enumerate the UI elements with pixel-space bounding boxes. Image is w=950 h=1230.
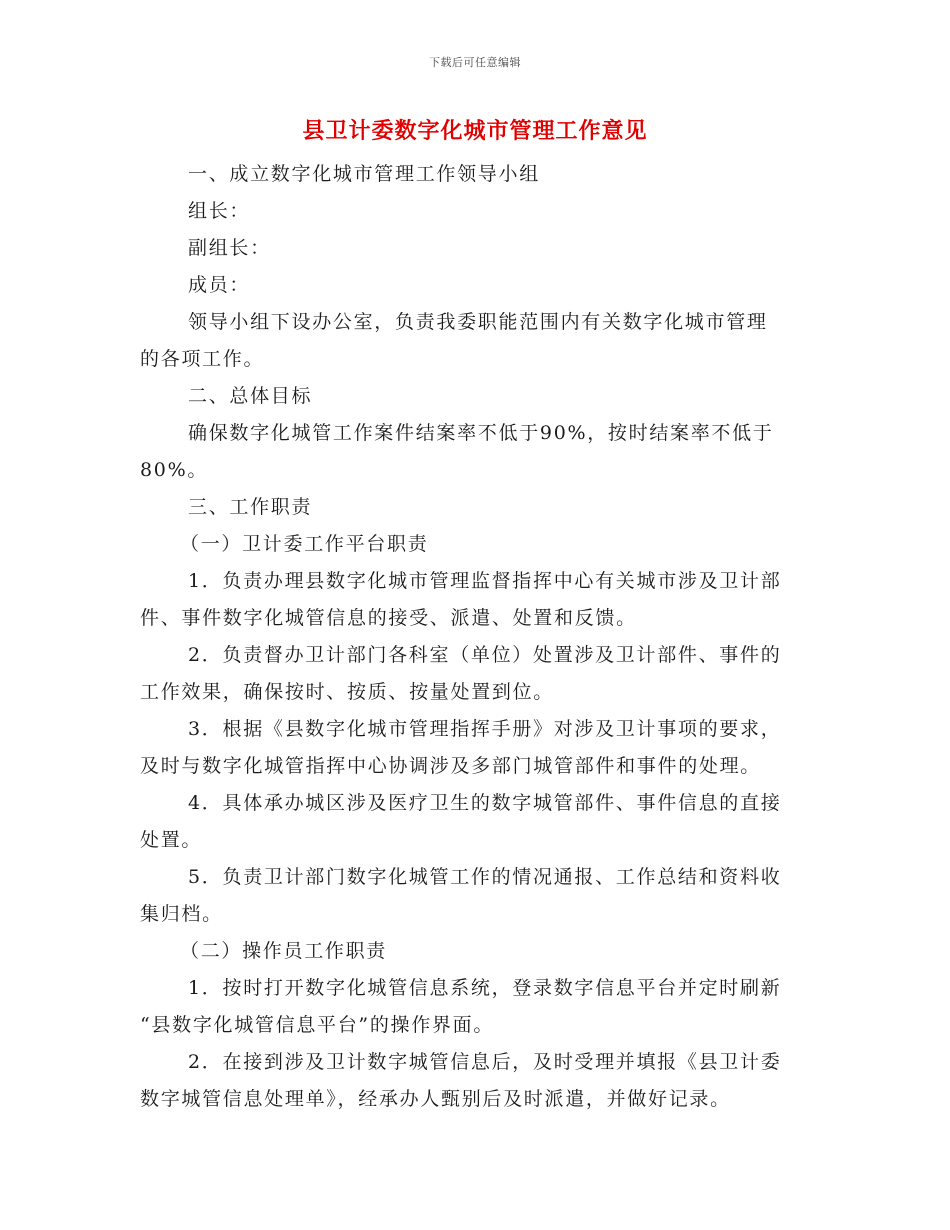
header-note: 下载后可任意编辑 (429, 56, 521, 69)
text-line: 2．在接到涉及卫计数字城管信息后，及时受理并填报《县卫计委 (188, 1051, 782, 1073)
list-item-platform-4 (140, 785, 808, 859)
text-line: 的各项工作。 (140, 348, 265, 370)
section-heading-goals (140, 378, 808, 415)
document-title: 县卫计委数字化城市管理工作意见 (302, 118, 648, 144)
section-heading-duties (140, 489, 808, 526)
text-line: 5．负责卫计部门数字化城管工作的情况通报、工作总结和资料收 (188, 866, 782, 888)
text-line: 及时与数字化城管指挥中心协调涉及多部门城管部件和事件的处理。 (140, 755, 762, 777)
text-line: 工作效果，确保按时、按质、按量处置到位。 (140, 681, 555, 703)
text-line: 三、工作职责 (188, 496, 313, 518)
subsection-heading-platform (140, 526, 808, 563)
document-body (140, 156, 808, 1118)
text-line: 副组长： (188, 237, 271, 259)
text-line: 领导小组下设办公室，负责我委职能范围内有关数字化城市管理 (188, 311, 768, 333)
field-deputy-leader (140, 230, 808, 267)
list-item-platform-1 (140, 563, 808, 637)
paragraph-goals (140, 415, 808, 489)
field-members (140, 267, 808, 304)
text-line: 1．按时打开数字化城管信息系统，登录数字信息平台并定时刷新 (188, 977, 782, 999)
text-line: 确保数字化城管工作案件结案率不低于90%，按时结案率不低于 (188, 422, 774, 444)
list-item-operator-2 (140, 1044, 808, 1118)
section-heading-leadership (140, 156, 808, 193)
text-line: 组长： (188, 200, 251, 222)
text-line: 2．负责督办卫计部门各科室（单位）处置涉及卫计部件、事件的 (188, 644, 782, 666)
text-line: 80%。 (140, 459, 209, 481)
text-line: （一）卫计委工作平台职责 (180, 533, 429, 555)
text-line: 集归档。 (140, 903, 223, 925)
list-item-platform-3 (140, 711, 808, 785)
subsection-heading-operator (140, 933, 808, 970)
text-line: 1．负责办理县数字化城市管理监督指挥中心有关城市涉及卫计部 (188, 570, 782, 592)
text-line: 处置。 (140, 829, 203, 851)
text-line: 二、总体目标 (188, 385, 313, 407)
text-line: 成员： (188, 274, 251, 296)
text-line: 3．根据《县数字化城市管理指挥手册》对涉及卫计事项的要求， (188, 718, 782, 740)
paragraph-office (140, 304, 808, 378)
text-line: （二）操作员工作职责 (180, 940, 388, 962)
list-item-platform-2 (140, 637, 808, 711)
text-line: “县数字化城管信息平台”的操作界面。 (140, 1014, 495, 1036)
text-line: 数字城管信息处理单》，经承办人甄别后及时派遣，并做好记录。 (140, 1088, 731, 1110)
list-item-operator-1 (140, 970, 808, 1044)
text-line: 4．具体承办城区涉及医疗卫生的数字城管部件、事件信息的直接 (188, 792, 782, 814)
text-line: 一、成立数字化城市管理工作领导小组 (188, 163, 540, 185)
text-line: 件、事件数字化城管信息的接受、派遣、处置和反馈。 (140, 607, 637, 629)
field-group-leader (140, 193, 808, 230)
list-item-platform-5 (140, 859, 808, 933)
